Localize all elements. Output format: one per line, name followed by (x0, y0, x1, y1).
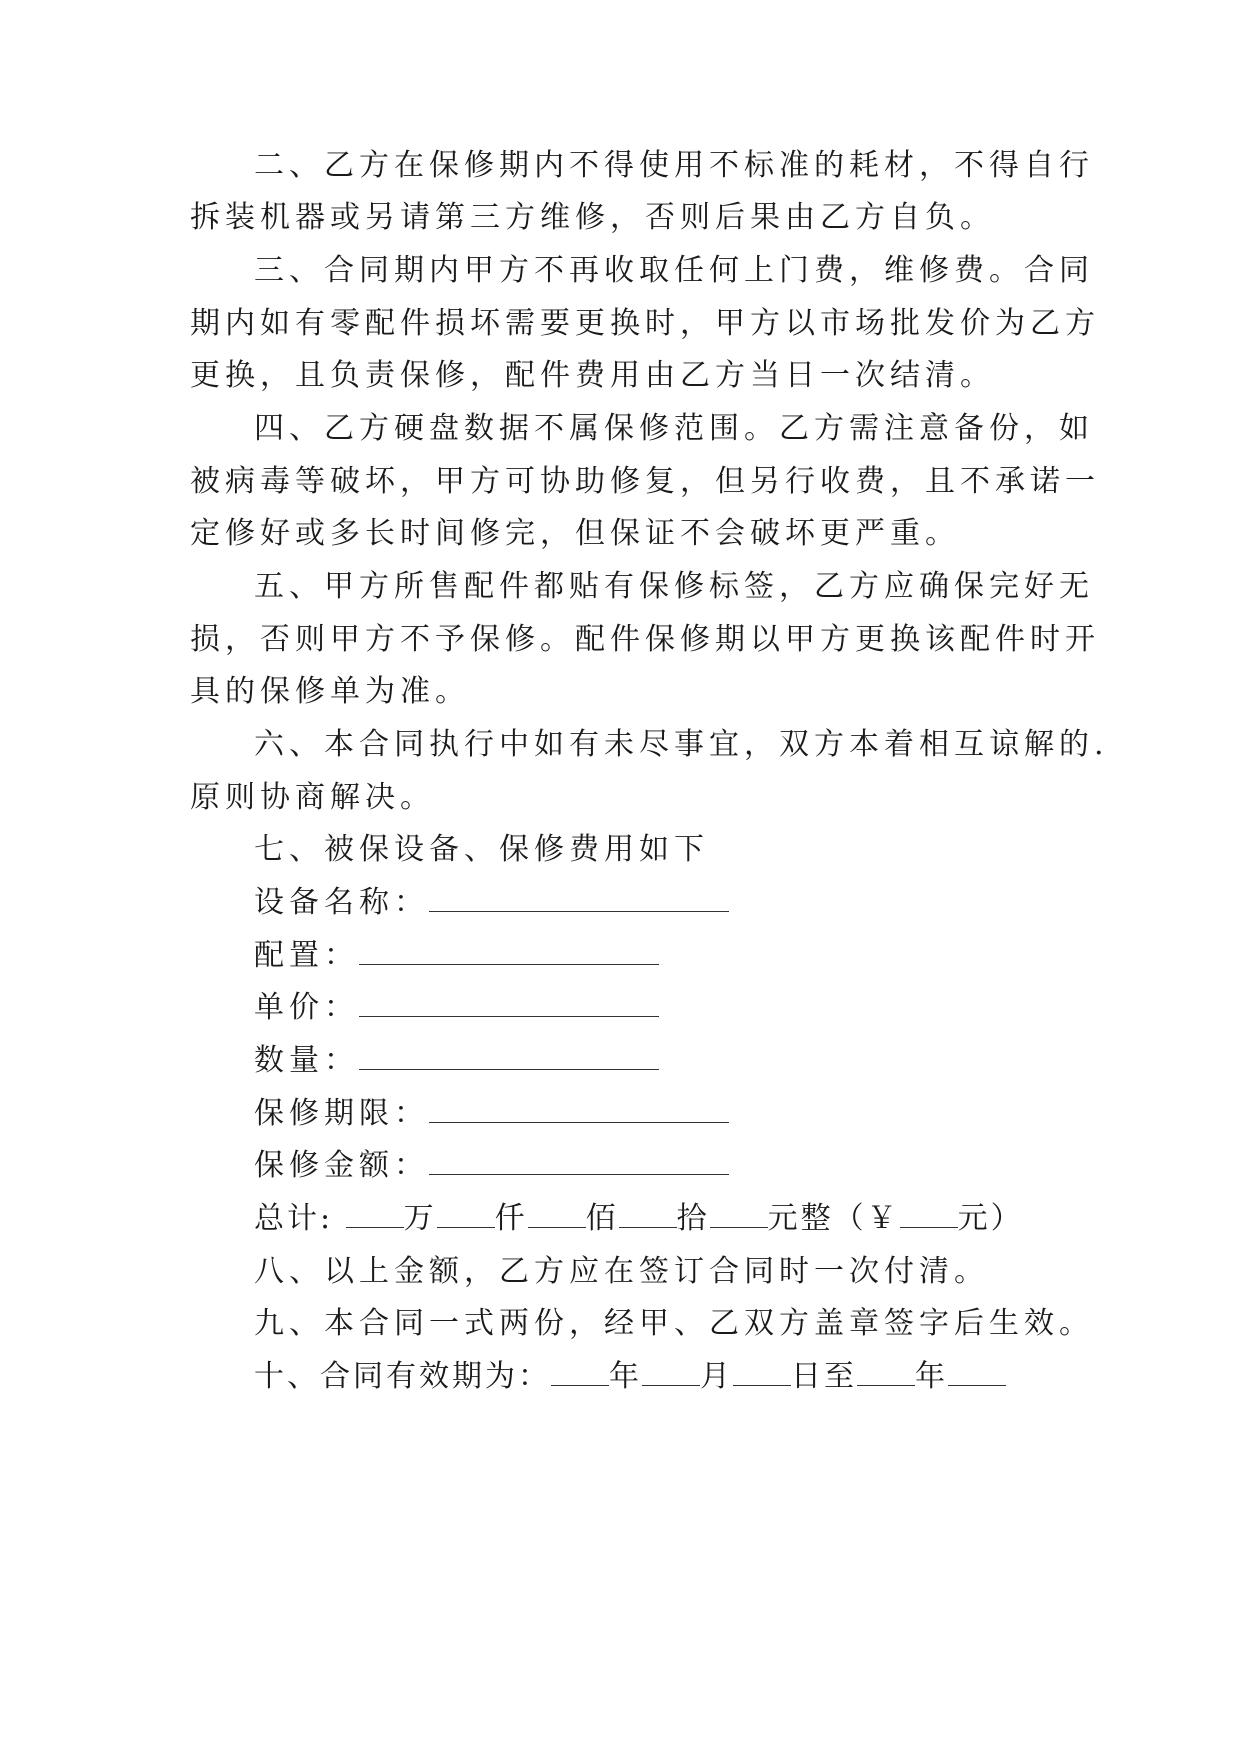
validity-year2-unit: 年 (915, 1359, 948, 1394)
unit-price-blank[interactable] (359, 990, 659, 1017)
quantity-blank[interactable] (359, 1043, 659, 1070)
total-numeric-blank[interactable] (900, 1201, 958, 1228)
validity-year2-blank[interactable] (857, 1359, 915, 1386)
total-bai-unit: 佰 (585, 1201, 619, 1236)
validity-year1-blank[interactable] (551, 1359, 609, 1386)
unit-price-row (254, 988, 1134, 1028)
clause-5-line-1: 五、甲方所售配件都贴有保修标签，乙方应确保完好无 (254, 569, 1094, 604)
unit-price-label: 单价： (254, 990, 359, 1025)
total-wan-unit: 万 (403, 1201, 437, 1236)
config-row (254, 936, 1134, 976)
validity-month1-unit: 月 (700, 1359, 733, 1394)
validity-year1-unit: 年 (609, 1359, 642, 1394)
clause-9: 九、本合同一式两份，经甲、乙双方盖章签字后生效。 (254, 1306, 1094, 1341)
validity-label: 十、合同有效期为： (254, 1359, 551, 1394)
clause-6-line-1: 六、本合同执行中如有未尽事宜，双方本着相互谅解的. (254, 727, 1109, 762)
warranty-period-label: 保修期限： (254, 1096, 429, 1131)
device-name-label: 设备名称： (254, 885, 429, 920)
clause-4-line-2: 被病毒等破坏，甲方可协助修复，但另行收费，且不承诺一 (190, 464, 1100, 499)
device-name-row (254, 883, 1134, 923)
total-yuan-end: 元） (957, 1201, 1024, 1236)
warranty-amount-row (254, 1146, 1134, 1186)
total-wan-blank[interactable] (346, 1201, 404, 1228)
validity-month2-blank[interactable] (948, 1359, 1006, 1386)
clause-8: 八、以上金额，乙方应在签订合同时一次付清。 (254, 1254, 989, 1289)
clause-5-line-3: 具的保修单为准。 (190, 674, 470, 709)
validity-row (254, 1357, 1134, 1397)
clause-4-line-1: 四、乙方硬盘数据不属保修范围。乙方需注意备份，如 (254, 411, 1094, 446)
quantity-label: 数量： (254, 1043, 359, 1078)
clause-3-line-3: 更换，且负责保修，配件费用由乙方当日一次结清。 (190, 358, 995, 393)
clause-2-line-2: 拆装机器或另请第三方维修，否则后果由乙方自负。 (190, 200, 995, 235)
warranty-amount-blank[interactable] (429, 1148, 729, 1175)
total-label: 总计: (254, 1201, 334, 1236)
validity-day1-unit: 日至 (791, 1359, 857, 1394)
total-row (254, 1199, 1134, 1239)
warranty-amount-label: 保修金额： (254, 1148, 429, 1183)
total-shi-blank[interactable] (619, 1201, 677, 1228)
clause-5-line-2: 损，否则甲方不予保修。配件保修期以甲方更换该配件时开 (190, 622, 1100, 657)
config-label: 配置： (254, 938, 359, 973)
validity-month1-blank[interactable] (642, 1359, 700, 1386)
device-name-blank[interactable] (429, 885, 729, 912)
clause-4-line-3: 定修好或多长时间修完，但保证不会破坏更严重。 (190, 516, 960, 551)
total-bai-blank[interactable] (528, 1201, 586, 1228)
clause-2-line-1: 二、乙方在保修期内不得使用不标准的耗材，不得自行 (254, 148, 1094, 183)
clause-7-heading: 七、被保设备、保修费用如下 (254, 832, 709, 867)
warranty-period-row (254, 1094, 1134, 1134)
quantity-row (254, 1041, 1134, 1081)
validity-day1-blank[interactable] (733, 1359, 791, 1386)
warranty-period-blank[interactable] (429, 1096, 729, 1123)
total-yuan-blank[interactable] (710, 1201, 768, 1228)
total-yuan-zheng: 元整（￥ (767, 1201, 900, 1236)
clause-3-line-1: 三、合同期内甲方不再收取任何上门费，维修费。合同 (254, 253, 1094, 288)
clause-6-line-2: 原则协商解决。 (190, 780, 435, 815)
total-shi-unit: 拾 (676, 1201, 710, 1236)
clause-3-line-2: 期内如有零配件损坏需要更换时，甲方以市场批发价为乙方 (190, 306, 1100, 341)
config-blank[interactable] (359, 938, 659, 965)
total-qian-blank[interactable] (437, 1201, 495, 1228)
total-qian-unit: 仟 (494, 1201, 528, 1236)
